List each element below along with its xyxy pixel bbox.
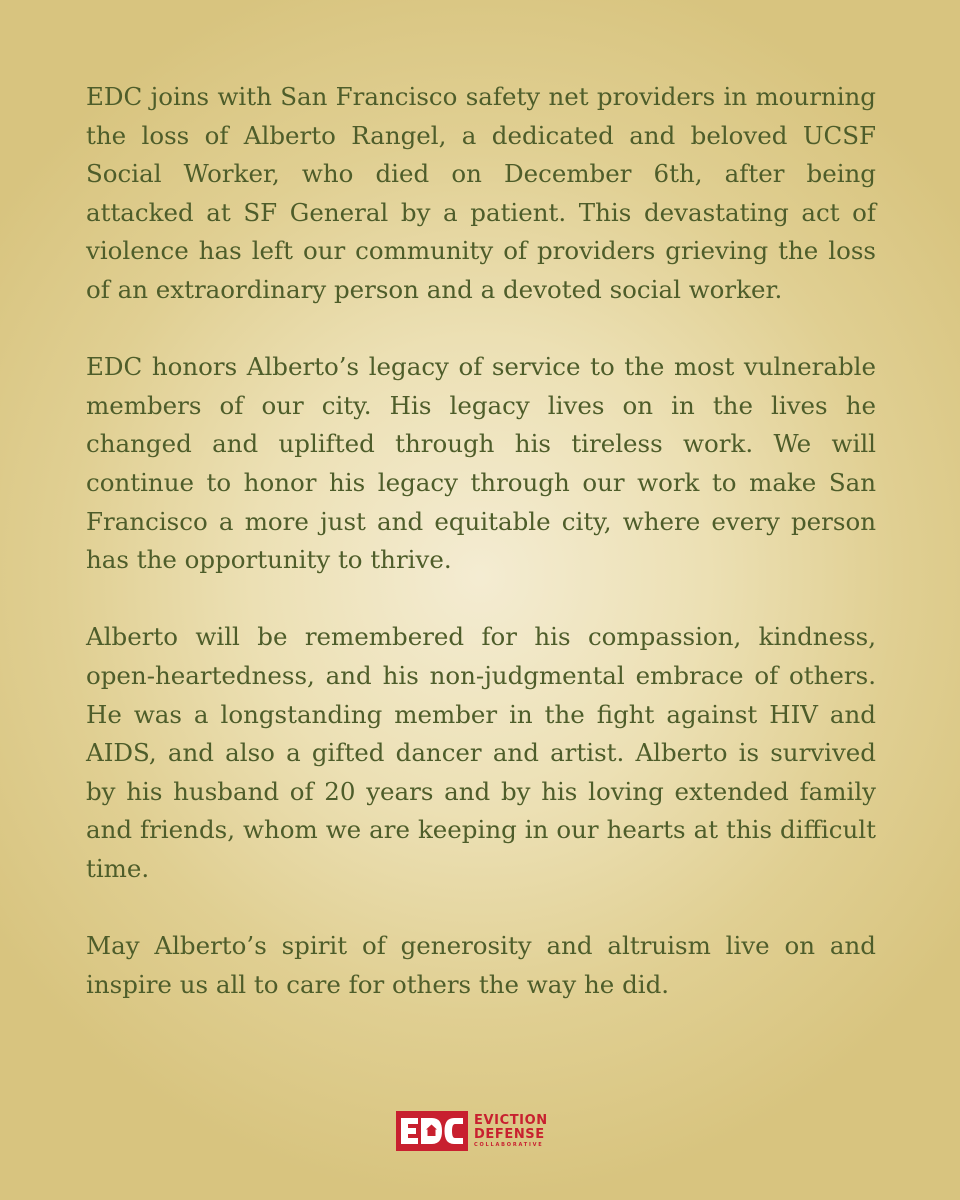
paragraph-1: EDC joins with San Francisco safety net providers in mourning the loss of Alberto Rangel, a dedicated and beloved UCSF Social Worker, who died on December 6th, after being attacked at SF General by a patient. This devastating act of violence has left our community of providers grieving the loss of an extraordinary person and a devoted social worker. — [86, 82, 876, 304]
logo-line-defense: DEFENSE — [474, 1126, 545, 1142]
logo-line-eviction: EVICTION — [474, 1112, 548, 1128]
edc-logo — [396, 1111, 548, 1151]
statement-body — [86, 78, 876, 1043]
paragraph-3: Alberto will be remembered for his compassion, kindness, open-heartedness, and his non-judgmental embrace of others. He was a longstanding member in the fight against HIV and AIDS, and also a gifted dancer and artist. Alberto is survived by his husband of 20 years and by his loving extended family and friends, whom we are keeping in our hearts at this difficult time. — [86, 622, 876, 883]
house-icon — [399, 1115, 465, 1147]
paragraph-4: May Alberto’s spirit of generosity and altruism live on and inspire us all to care for others the way he did. — [86, 931, 876, 999]
paragraph-2: EDC honors Alberto’s legacy of service to the most vulnerable members of our city. His legacy lives on in the lives he changed and uplifted through his tireless work. We will continue to honor his legacy through our work to make San Francisco a more just and equitable city, where every person has the opportunity to thrive. — [86, 352, 876, 575]
logo-line-collaborative: COLLABORATIVE — [474, 1141, 544, 1148]
logo-mark — [396, 1111, 468, 1151]
logo-wordmark — [474, 1114, 548, 1149]
